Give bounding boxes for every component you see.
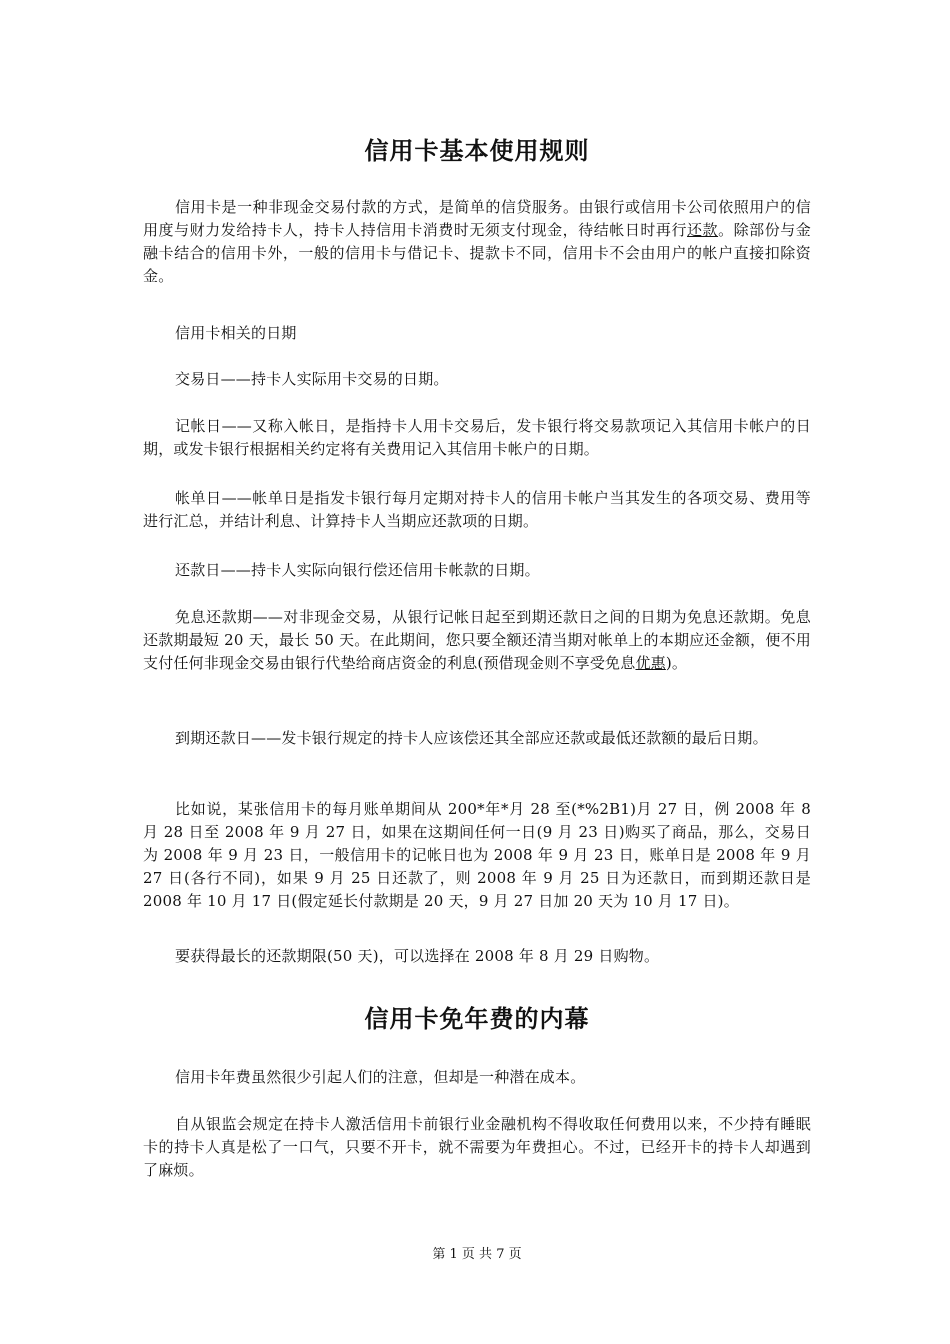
- paragraph-text: 自从银监会规定在持卡人激活信用卡前银行业金融机构不得收取任何费用以来，不少持有睡眠卡的持卡人真是松了一口气，只要不开卡，就不需要为年费担心。不过，已经开卡的持卡人却遇到了麻烦。: [143, 1115, 811, 1179]
- discount-link[interactable]: 优惠: [635, 654, 666, 672]
- paragraph-dates-heading: [143, 322, 811, 345]
- paragraph-text: 信用卡年费虽然很少引起人们的注意，但却是一种潜在成本。: [175, 1068, 586, 1086]
- paragraph-example: [143, 798, 811, 913]
- paragraph-text: 信用卡是一种非现金交易付款的方式，是简单的信贷服务。由银行或信用卡公司依照用户的信用度与财力发给持卡人，持卡人持信用卡消费时无须支付现金，待结帐日时再行: [143, 198, 811, 239]
- page-number-footer: 第 1 页 共 7 页: [432, 1247, 522, 1262]
- paragraph-text: 免息还款期——对非现金交易，从银行记帐日起至到期还款日之间的日期为免息还款期。免息还款期最短 20 天，最长 50 天。在此期间，您只要全额还清当期对帐单上的本期应还金额，便不用支付任何非现金交易由银行代垫给商店资金的利息(预借现金则不享受免息: [143, 608, 811, 672]
- paragraph-text: 交易日——持卡人实际用卡交易的日期。: [175, 370, 449, 388]
- paragraph-text: 到期还款日——发卡银行规定的持卡人应该偿还其全部应还款或最低还款额的最后日期。: [175, 729, 768, 747]
- paragraph-annual-fee-cost: [143, 1066, 811, 1089]
- paragraph-definition: [143, 196, 811, 288]
- document-page: [143, 0, 811, 1344]
- paragraph-transaction-day: [143, 368, 811, 391]
- paragraph-text: 要获得最长的还款期限(50 天)，可以选择在 2008 年 8 月 29 日购物。: [175, 947, 660, 965]
- paragraph-text: 比如说，某张信用卡的每月账单期间从 200*年*月 28 至(*%2B1)月 27 日，例 2008 年 8 月 28 日至 2008 年 9 月 27 日，如果在这期间任何一日(9 月 23 日)购买了商品，那么，交易日为 2008 年 9 月 23 日，一般信用卡的记帐日也为 2008 年 9 月 23 日，账单日是 2008 年 9 月 27 日(各行不同)，如果 9 月 25 日还款了，则 2008 年 9 月 25 日为还款日，而到期还款日是 2008 年 10 月 17 日(假定延长付款期是 20 天，9 月 27 日加 20 天为 10 月 17 日)。: [143, 800, 811, 910]
- paragraph-text: 记帐日——又称入帐日，是指持卡人用卡交易后，发卡银行将交易款项记入其信用卡帐户的日期，或发卡银行根据相关约定将有关费用记入其信用卡帐户的日期。: [143, 417, 811, 458]
- paragraph-regulation: [143, 1113, 811, 1182]
- paragraph-due-date: [143, 727, 811, 750]
- paragraph-longest-period: [143, 945, 811, 968]
- paragraph-posting-day: [143, 415, 811, 461]
- paragraph-text: 信用卡相关的日期: [175, 324, 297, 342]
- section-title-basic-rules: 信用卡基本使用规则: [364, 137, 590, 165]
- paragraph-text: 帐单日——帐单日是指发卡银行每月定期对持卡人的信用卡帐户当其发生的各项交易、费用等进行汇总，并结计利息、计算持卡人当期应还款项的日期。: [143, 489, 811, 530]
- paragraph-statement-day: [143, 487, 811, 533]
- paragraph-text: 还款日——持卡人实际向银行偿还信用卡帐款的日期。: [175, 561, 540, 579]
- paragraph-grace-period: [143, 606, 811, 675]
- paragraph-text: )。: [665, 654, 688, 672]
- repayment-link[interactable]: 还款: [686, 221, 719, 239]
- section-title-annual-fee: 信用卡免年费的内幕: [364, 1005, 590, 1033]
- paragraph-repayment-day: [143, 559, 811, 582]
- paragraph-text: 。除部份与金融卡结合的信用卡外，一般的信用卡与借记卡、提款卡不同，信用卡不会由用户的帐户直接扣除资金。: [143, 221, 811, 285]
